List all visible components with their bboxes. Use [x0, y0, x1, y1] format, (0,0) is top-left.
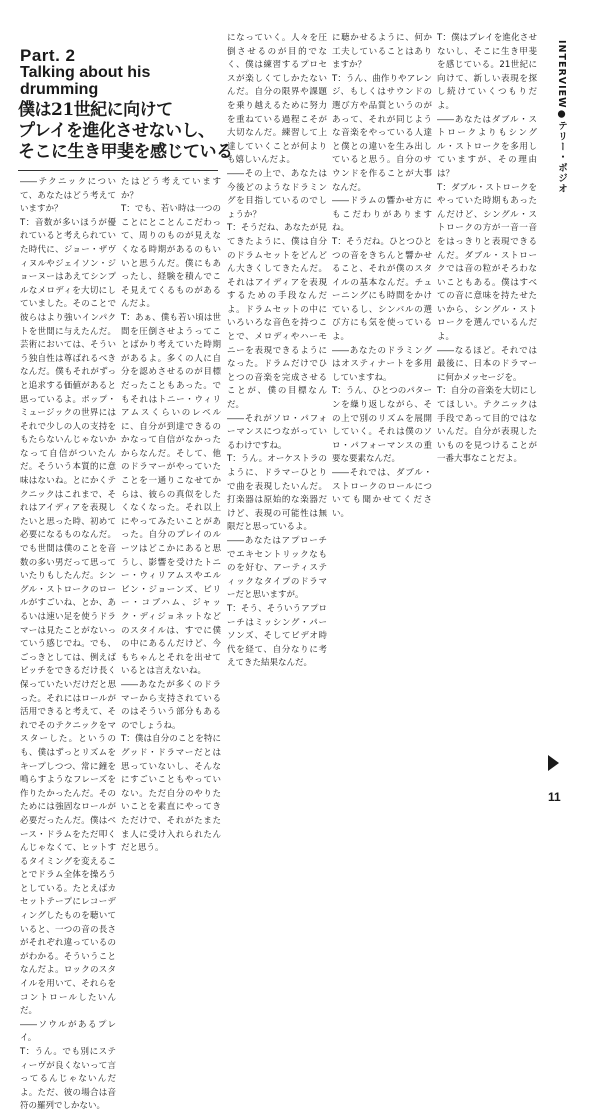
paragraph: T：ダブル・ストロークをやっていた時期もあったんだけど、シングル・ストロークの方が一音一音をはっきりと表現できるんだ。ダブル・ストロークでは音の粒がそろわないこともある。僕はすべての音に意味を持たせたいから、シングル・ストロークを選んでいるんだよ。 — [437, 182, 537, 343]
headline — [18, 100, 233, 163]
text-column-4 — [332, 32, 432, 802]
paragraph: T：でも、若い時は一つのことにとことんこだわって、周りのものが見えなくなる時期があるのもいいと思うんだ。僕にもあったし、経験を積んでこそ見えてくるものがあるんだよ。 — [121, 204, 221, 310]
headline-line: 僕は21世紀に向けて — [18, 100, 173, 120]
paragraph: に聴かせるように、何か工夫していることはありますか？ — [332, 33, 432, 71]
paragraph: T：うん。オーケストラのように、ドラマーひとりで曲を表現したいんだ。打楽器は原始的な楽器だけど、表現の可能性は無限だと思っているよ。 — [227, 454, 327, 533]
continue-arrow-icon — [548, 755, 559, 771]
paragraph: ――あなたのドラミングはオスティナートを多用していますね。 — [332, 345, 432, 383]
paragraph: T：音数が多いほうが優れていると考えられていた時代に、ジョー・ザヴィヌルやジェイソン・ジョーヌーはあえてシンプルなメロディを大切にしていました。そのことで彼らはより強いインパクトを世間に与えたんだ。芸術においては、そういう独自性は尊ばれるべきなんだ。僕もそれがずっと追求する価値があると思っているよ。ポップ・ミュージックの世界にはそれで少しの人の支持をもたらないんじゃないかなって自信がついたんだ。そういう本質的に意味はないね。とにかくテクニックはこれまで、それはアイディアを表現したいと思った時、初めて必要になるものなんだ。でも世間は僕のことを音数の多い男だって思っていたりもしたんだ。シングル・ストロークのロールがすごいね、とか、あるいは速い足を使うドラマーは見たことがないっていう感じでね。でも、ごっきとしては、例えばピッチをできるだけ長く保っていたいだけだと思った。それにはロールが活用できると考えて、それでそのテクニックをマスターした。というのも、僕はずっとリズムをキープしつつ、常に鐘を鳴らすようなフレーズを作りたかったんだ。そのためには強固なロールが必要だったんだ。僕はベース・ドラムをただ叩くんじゃなくて、ヒットするタイミングを変えることでドラム全体を操ろうとしている。たとえばカセットテープにレコーディングしたものを聴いていると、一つの音の長さがそれぞれ違っているのがわかる。そういうことなんだよ。ロックのスタイルを用いて、それらをコントロールしたいんだ。 — [20, 217, 116, 1017]
paragraph: ――それでは、ダブル・ストロークのロールについても聞かせてください。 — [332, 468, 432, 519]
text-column-2 — [121, 176, 221, 854]
paragraph: T：僕はプレイを進化させないし、そこに生き甲斐を感じている。21世紀に向けて、新しい表現を探し続けていくつもりだよ。 — [437, 33, 537, 111]
paragraph: ――テクニックについて、あなたはどう考えていますか？ — [20, 177, 116, 215]
paragraph: T：そうだね。ひとつひとつの音をきちんと響かせること、それが僕のスタイルの基本なんだ。チューニングにも時間をかけているし、シンバルの選び方にも気を使っているよ。 — [332, 236, 432, 343]
page-number: 11 — [548, 790, 561, 804]
paragraph: ――その上で、あなたは今後どのようなドラミングを目指しているのでしょうか？ — [227, 168, 327, 220]
paragraph: ――なるほど。それでは最後に、日本のドラマーに何かメッセージを。 — [437, 345, 537, 383]
part-title: Talking about his drumming — [20, 64, 151, 98]
paragraph: T：そうだね、あなたが見てきたように、僕は自分のドラムセットをどんどん大きくしてきたんだ。それはアイディアを表現するための手段なんだよ。ドラムセットの中にいろいろな音色を持つことで、メロディやハーモニーを表現できるようになった。ドラムだけでひとつの音楽を完成させることが、僕の目標なんだ。 — [227, 223, 327, 411]
running-head: INTERVIEW●テリー・ボジオ — [556, 40, 567, 195]
paragraph: ――ドラムの響かせ方にもこだわりがありますね。 — [332, 196, 432, 234]
part-label: Part. 2 — [20, 46, 76, 65]
paragraph: T：僕は自分のことを特にグッド・ドラマーだとは思っていないし、そんなにすごいこともやっていない。ただ自分のやりたいことを素直にやってきただけで、それがたまたま人に受け入れられたんだと思う。 — [121, 734, 221, 854]
paragraph: ――あなたはアプローチでエキセントリックなものを好む、アーティスティックなタイプのドラマーだと思いますが。 — [227, 535, 327, 601]
headline-line: そこに生き甲斐を感じている — [18, 142, 233, 162]
paragraph: ――あなたはダブル・ストロークよりもシングル・ストロークを多用していますが、その理由は？ — [437, 114, 537, 179]
paragraph: ――あなたが多くのドラマーから支持されているのはそういう部分もあるのでしょうね。 — [121, 679, 221, 731]
paragraph: T：うん、曲作りやアレンジ、もしくはサウンドの選び方や品質というのがあって、それが同じような音楽をやっている人達と僕との違いを生み出していると思う。自分のサウンドを作ることが大事なんだ。 — [332, 73, 432, 193]
paragraph: ――それがソロ・パフォーマンスにつながっているわけですね。 — [227, 413, 327, 451]
text-column-1 — [20, 176, 116, 1112]
paragraph: T：うん、ひとつのパターンを繰り返しながら、その上で別のリズムを展開していく。それは僕のソロ・パフォーマンスの重要な要素なんだ。 — [332, 386, 432, 465]
paragraph: T：自分の音楽を大切にしてほしい。テクニックは手段であって目的ではないんだ。自分が表現したいものを見つけることが一番大事なことだよ。 — [437, 386, 537, 465]
text-column-3 — [227, 32, 327, 802]
paragraph: T：そう、そういうアプローチはミッシング・パーソンズ、そしてビデオ時代を経て、自分なりに考えてきた結果なんだ。 — [227, 603, 327, 669]
headline-line: プレイを進化させないし、 — [18, 121, 215, 141]
paragraph: T：うん。でも別にスティーヴが良くないって言ってるんじゃないんだよ。ただ、彼の場合は音符の羅列でしかない。 — [20, 1047, 116, 1112]
paragraph: ――ソウルがあるプレイ。 — [20, 1019, 116, 1044]
text-column-5 — [437, 32, 537, 802]
headline-divider — [18, 170, 218, 171]
paragraph: T：あぁ、僕も若い頃は世間を圧倒させようってことばかり考えていた時期があるよ。多くの人に自分を認めさせるのが目標だったこともあった。でもそれはトニー・ウィリアムスくらいのレベルに、自分が到達できるのかなって自信がなかったからなんだ。そして、他のドラマーがやっていたことを一通りこなせてからは、彼らの真似をしたくなくなった。それ以上にやってみたいことがあった。自分のプレイのルーツはどこかにあると思うし、影響を受けたトニー・ウィリアムスやエルビン・ジョーンズ、ビリー・コブハム、ジャック・ディジョネットなどのスタイルは、すでに僕の中にあるんだけど、今もちゃんとそれを出せているとは言えないね。 — [121, 312, 221, 677]
paragraph: たはどう考えていますか？ — [121, 177, 221, 201]
paragraph: になっていく。人々を圧倒させるのが目的でなく、僕は練習するプロセスが楽しくてしかたないんだ。自分の限界や課題を乗り越えるために努力を重ねている過程こそが大切なんだ。練習して上達していくことが何よりも嬉しいんだよ。 — [227, 33, 327, 166]
